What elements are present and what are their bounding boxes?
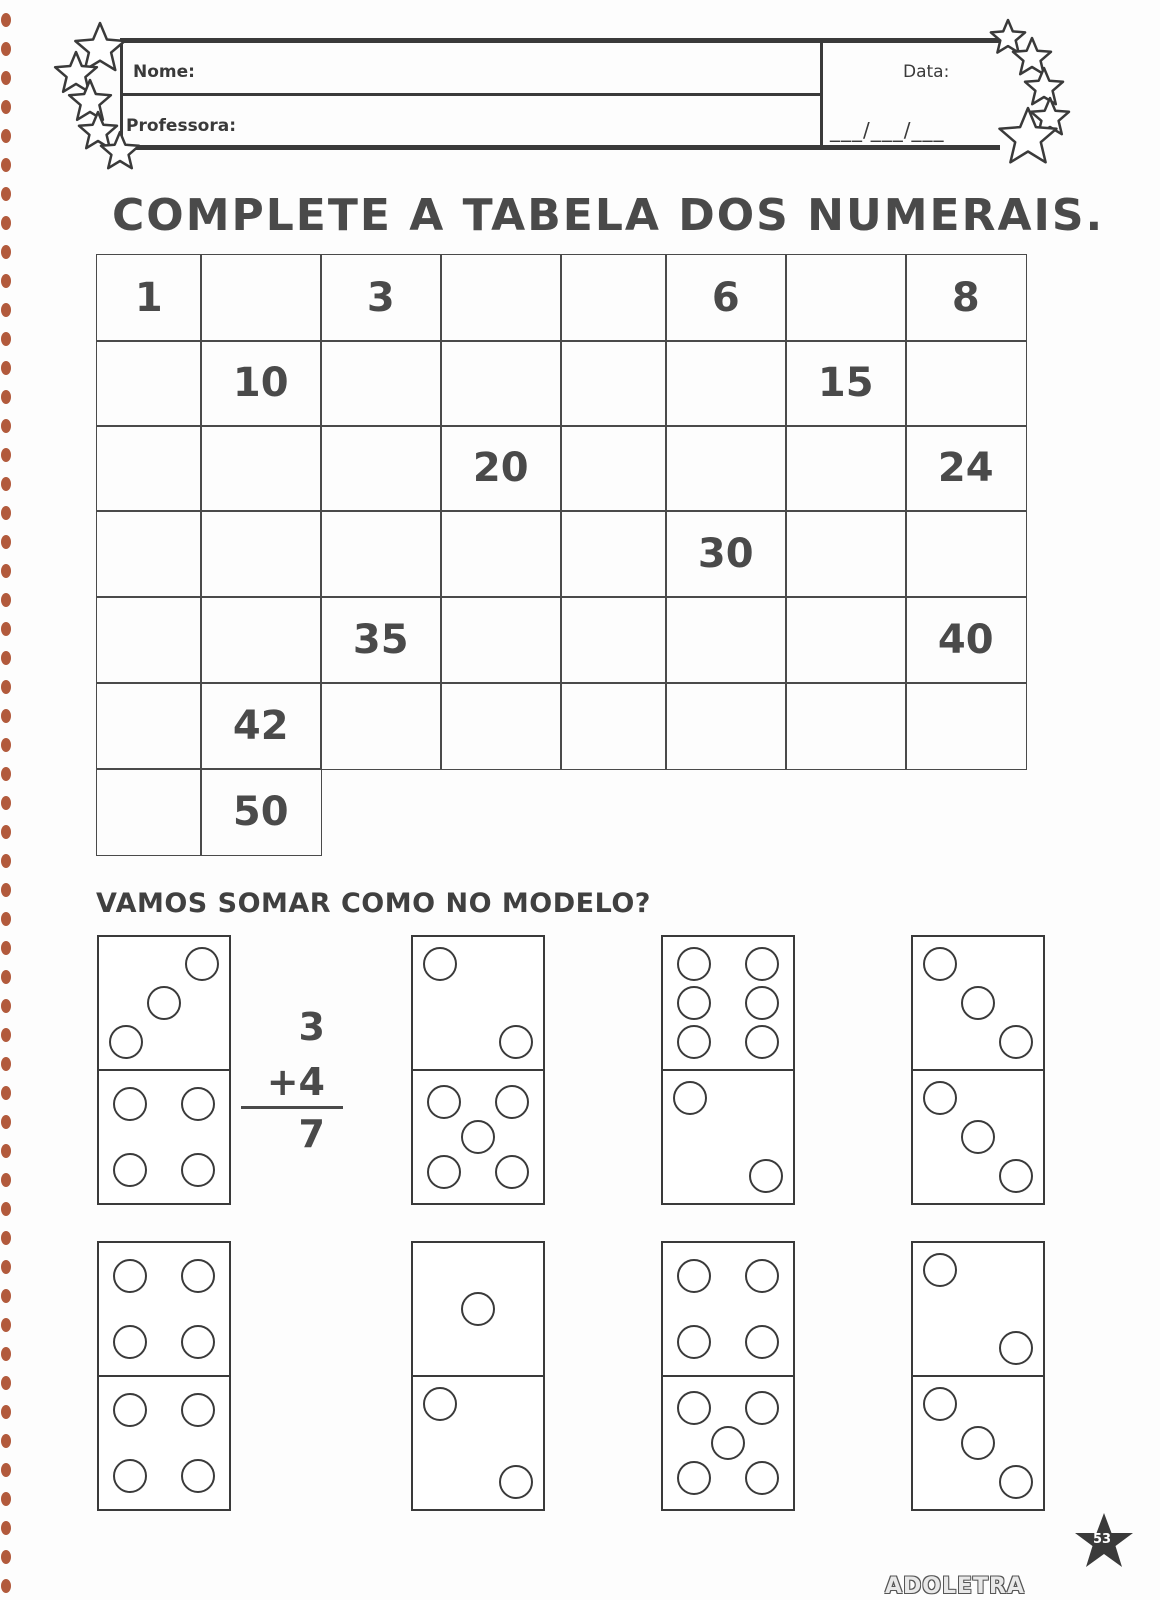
page-number: 53 (1092, 1532, 1112, 1547)
spiral-binding (0, 0, 18, 1600)
decorative-star (1025, 68, 1063, 104)
domino-pip (500, 1466, 532, 1498)
domino-pip (1000, 1332, 1032, 1364)
domino-pip (924, 1254, 956, 1286)
domino-pip (1000, 1160, 1032, 1192)
table-cell[interactable] (96, 510, 202, 598)
table-cell[interactable] (440, 682, 562, 770)
domino-pip (678, 987, 710, 1019)
table-cell: 8 (905, 254, 1027, 342)
table-cell[interactable] (96, 682, 202, 770)
date-blank: ___/___/___ (830, 118, 945, 142)
domino-pip (712, 1427, 744, 1459)
domino-pip (148, 987, 180, 1019)
table-cell[interactable] (665, 425, 787, 512)
domino-pip (1000, 1466, 1032, 1498)
domino-pip (678, 1026, 710, 1058)
table-cell[interactable] (96, 596, 202, 684)
domino-pip (182, 1088, 214, 1120)
domino-6 (410, 1240, 546, 1512)
domino-pip (114, 1394, 146, 1426)
domino-pip (110, 1026, 142, 1058)
domino-3 (660, 934, 796, 1206)
domino-pip (424, 1388, 456, 1420)
table-cell[interactable] (320, 510, 442, 598)
domino-pip (496, 1156, 528, 1188)
domino-pip (746, 987, 778, 1019)
table-cell[interactable] (440, 254, 562, 342)
table-cell[interactable] (560, 425, 667, 512)
domino-pip (674, 1082, 706, 1114)
table-cell[interactable] (560, 340, 667, 427)
domino-pip (114, 1154, 146, 1186)
decorative-star (79, 112, 117, 148)
table-cell[interactable] (905, 682, 1027, 770)
domino-pip (428, 1156, 460, 1188)
table-cell[interactable] (320, 425, 442, 512)
decorative-star (75, 23, 124, 70)
stars-right (988, 10, 1088, 180)
domino-pip (182, 1460, 214, 1492)
table-cell: 20 (440, 425, 562, 512)
domino-pip (746, 1392, 778, 1424)
domino-pip (500, 1026, 532, 1058)
decorative-star (69, 80, 111, 120)
sum-line (241, 1106, 343, 1109)
table-cell[interactable] (200, 425, 322, 512)
table-cell: 10 (200, 340, 322, 427)
table-cell: 6 (665, 254, 787, 342)
table-cell: 3 (320, 254, 442, 342)
sum-addend-a: 3 (298, 1005, 325, 1049)
table-cell: 24 (905, 425, 1027, 512)
table-cell: 50 (200, 768, 322, 856)
table-cell[interactable] (440, 340, 562, 427)
table-cell[interactable] (440, 596, 562, 684)
date-label: Data: (903, 62, 950, 82)
table-cell[interactable] (320, 682, 442, 770)
table-cell[interactable] (200, 510, 322, 598)
table-cell: 15 (785, 340, 907, 427)
domino-pip (678, 948, 710, 980)
domino-pip (678, 1392, 710, 1424)
table-cell: 35 (320, 596, 442, 684)
table-cell[interactable] (785, 254, 907, 342)
domino-pip (114, 1326, 146, 1358)
domino-pip (746, 948, 778, 980)
sum-addend-b: +4 (266, 1060, 325, 1104)
domino-5 (96, 1240, 232, 1512)
domino-pip (746, 1462, 778, 1494)
domino-7 (660, 1240, 796, 1512)
domino-pip (186, 948, 218, 980)
domino-pip (114, 1260, 146, 1292)
domino-pip (924, 1388, 956, 1420)
table-cell[interactable] (96, 425, 202, 512)
domino-pip (678, 1462, 710, 1494)
table-cell[interactable] (785, 425, 907, 512)
table-cell[interactable] (785, 510, 907, 598)
table-cell[interactable] (905, 510, 1027, 598)
domino-8 (910, 1240, 1046, 1512)
teacher-field[interactable] (245, 108, 805, 140)
domino-pip (678, 1260, 710, 1292)
domino-pip (750, 1160, 782, 1192)
domino-pip (962, 1121, 994, 1153)
domino-pip (496, 1086, 528, 1118)
table-cell[interactable] (665, 682, 787, 770)
table-cell[interactable] (665, 340, 787, 427)
table-cell: 40 (905, 596, 1027, 684)
domino-pip (462, 1121, 494, 1153)
teacher-label: Professora: (126, 116, 237, 136)
table-cell: 30 (665, 510, 787, 598)
table-cell: 42 (200, 682, 322, 770)
table-cell[interactable] (785, 596, 907, 684)
domino-4 (910, 934, 1046, 1206)
domino-pip (114, 1088, 146, 1120)
domino-pip (424, 948, 456, 980)
brand-logo: ADOLETRA (885, 1574, 1026, 1599)
table-cell: 1 (96, 254, 202, 342)
table-cell[interactable] (96, 768, 202, 856)
domino-pip (678, 1326, 710, 1358)
table-cell[interactable] (560, 596, 667, 684)
domino-pip (924, 948, 956, 980)
table-cell[interactable] (560, 254, 667, 342)
domino-2 (410, 934, 546, 1206)
stars-left (50, 14, 160, 179)
domino-pip (428, 1086, 460, 1118)
table-cell[interactable] (560, 682, 667, 770)
domino-pip (462, 1293, 494, 1325)
domino-1 (96, 934, 232, 1206)
domino-pip (962, 1427, 994, 1459)
table-cell[interactable] (560, 510, 667, 598)
domino-pip (182, 1260, 214, 1292)
domino-pip (746, 1026, 778, 1058)
table-cell[interactable] (665, 596, 787, 684)
name-field[interactable] (205, 55, 805, 87)
domino-pip (182, 1326, 214, 1358)
table-cell[interactable] (320, 340, 442, 427)
table-cell[interactable] (905, 340, 1027, 427)
table-cell[interactable] (200, 596, 322, 684)
table-cell[interactable] (785, 682, 907, 770)
table-cell[interactable] (440, 510, 562, 598)
domino-pip (114, 1460, 146, 1492)
table-cell[interactable] (96, 340, 202, 427)
domino-pip (182, 1154, 214, 1186)
decorative-star (991, 20, 1025, 53)
section-title: VAMOS SOMAR COMO NO MODELO? (96, 888, 651, 919)
domino-pip (746, 1326, 778, 1358)
page-title: COMPLETE A TABELA DOS NUMERAIS. (112, 190, 1105, 241)
domino-pip (1000, 1026, 1032, 1058)
table-cell[interactable] (200, 254, 322, 342)
domino-pip (924, 1082, 956, 1114)
domino-pip (746, 1260, 778, 1292)
domino-pip (962, 987, 994, 1019)
sum-result: 7 (298, 1112, 325, 1156)
name-label: Nome: (133, 62, 195, 82)
domino-pip (182, 1394, 214, 1426)
